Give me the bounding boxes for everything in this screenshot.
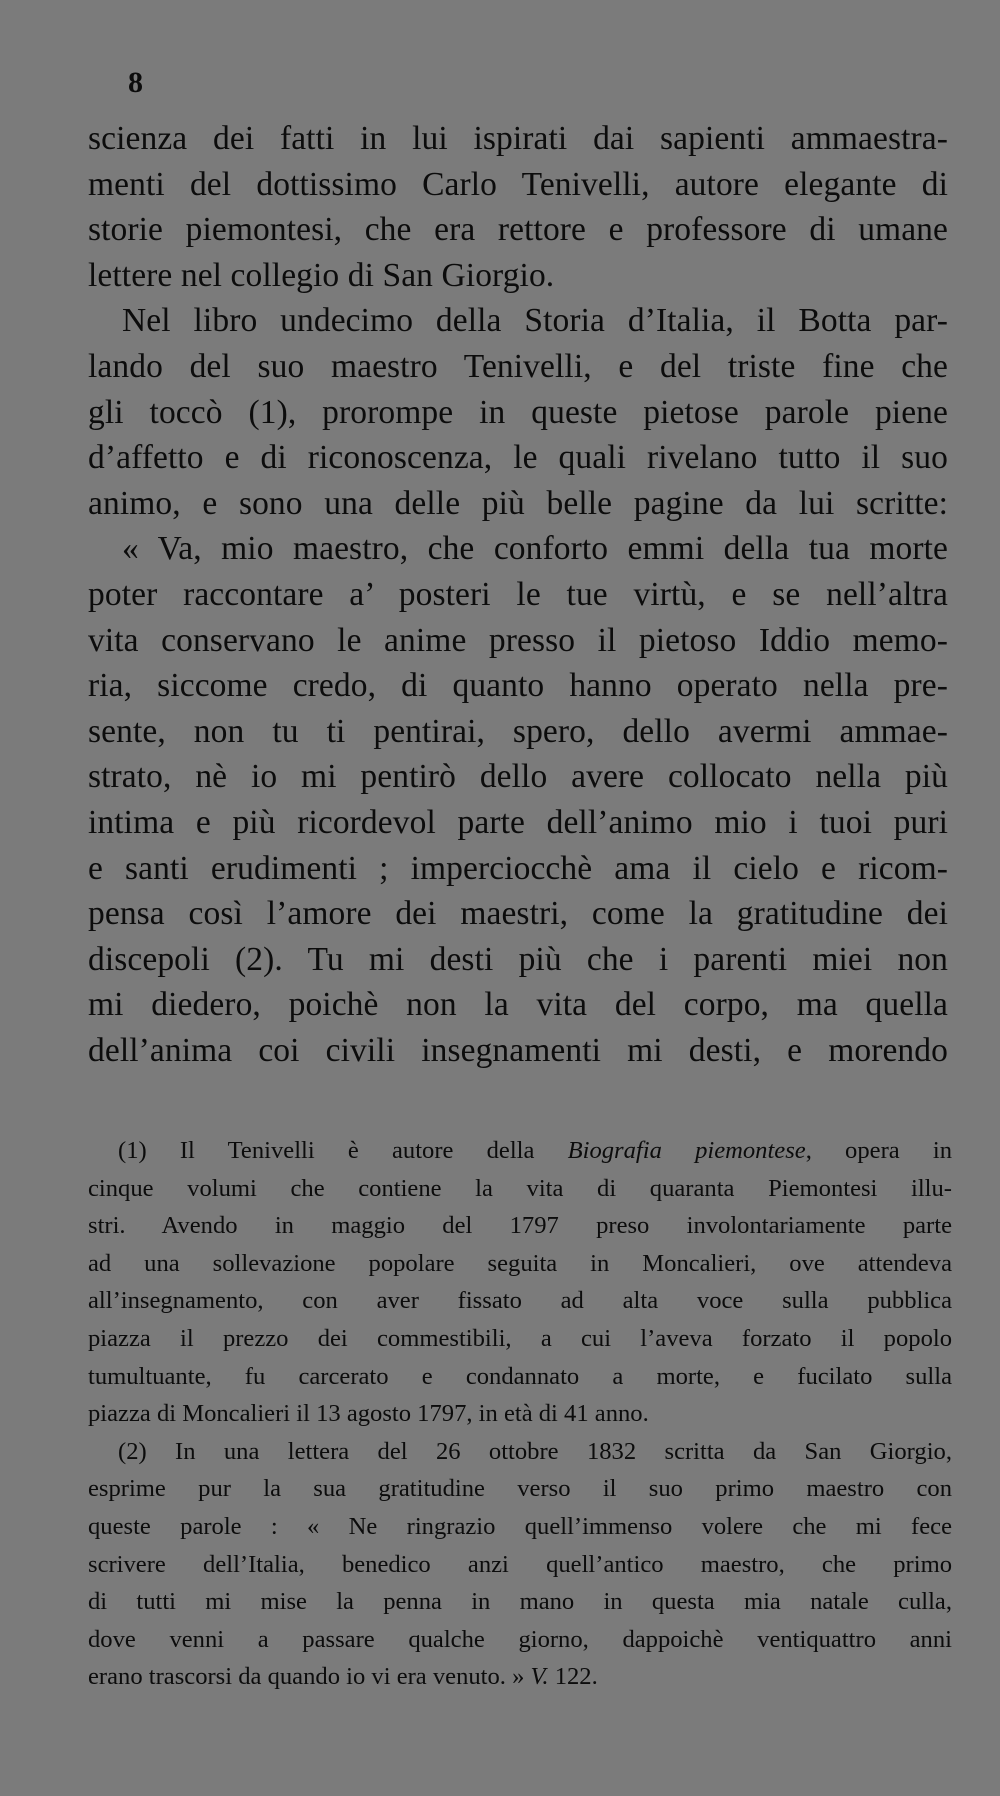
- text-line: gli toccò (1), prorompe in queste pietose parole piene: [88, 393, 948, 431]
- footnote-text: 122.: [548, 1663, 598, 1691]
- footnote-line: ad una sollevazione popolare seguita in Moncalieri, ove attendeva: [88, 1249, 952, 1277]
- footnote-line: cinque volumi che contiene la vita di quaranta Piemontesi illu-: [88, 1174, 952, 1202]
- text-line: d’affetto e di riconoscenza, le quali rivelano tutto il suo: [88, 439, 948, 477]
- footnote-line: all’insegnamento, con aver fissato ad alta voce sulla pubblica: [88, 1287, 952, 1315]
- footnotes: [88, 1132, 952, 1696]
- book-title: Biografia piemontese: [567, 1137, 806, 1164]
- text-line: vita conservano le anime presso il pietoso Iddio memo-: [88, 621, 948, 659]
- footnote-line: piazza di Moncalieri il 13 agosto 1797, in età di 41 anno.: [88, 1400, 649, 1428]
- footnote-line: dove venni a passare qualche giorno, dappoichè ventiquattro anni: [88, 1625, 952, 1653]
- page-number: 8: [128, 66, 143, 99]
- footnote-line: scrivere dell’Italia, benedico anzi quell’antico maestro, che primo: [88, 1550, 952, 1578]
- text-line: strato, nè io mi pentirò dello avere collocato nella più: [88, 758, 948, 796]
- footnote-text: erano trascorsi da quando io vi era venuto. »: [88, 1663, 531, 1691]
- footnote-2-last-line: [88, 1658, 952, 1696]
- footnote-1-first-line: [88, 1132, 952, 1170]
- text-line: sente, non tu ti pentirai, spero, dello avermi ammae-: [88, 712, 948, 750]
- text-line: « Va, mio maestro, che conforto emmi della tua morte: [122, 530, 948, 568]
- text-line: mi diedero, poichè non la vita del corpo, ma quella: [88, 986, 948, 1024]
- text-line: storie piemontesi, che era rettore e professore di umane: [88, 211, 948, 249]
- text-line: discepoli (2). Tu mi desti più che i parenti miei non: [88, 940, 948, 978]
- text-line: animo, e sono una delle più belle pagine da lui scritte:: [88, 484, 948, 522]
- text-line: menti del dottissimo Carlo Tenivelli, autore elegante di: [88, 165, 948, 203]
- footnote-text: (1) Il Tenivelli è autore della: [118, 1137, 568, 1164]
- text-line: pensa così l’amore dei maestri, come la gratitudine dei: [88, 895, 948, 933]
- text-line: lando del suo maestro Tenivelli, e del triste fine che: [88, 347, 948, 385]
- footnote-line: queste parole : « Ne ringrazio quell’immenso volere che mi fece: [88, 1512, 952, 1540]
- text-line: ria, siccome credo, di quanto hanno operato nella pre-: [88, 667, 948, 705]
- footnote-text: , opera in: [805, 1137, 952, 1164]
- text-line: intima e più ricordevol parte dell’animo mio i tuoi puri: [88, 803, 948, 841]
- text-line: lettere nel collegio di San Giorgio.: [88, 256, 555, 294]
- footnote-line: tumultuante, fu carcerato e condannato a morte, e fucilato sulla: [88, 1362, 952, 1390]
- footnote-line: esprime pur la sua gratitudine verso il suo primo maestro con: [88, 1475, 952, 1503]
- footnote-line: (2) In una lettera del 26 ottobre 1832 scritta da San Giorgio,: [118, 1437, 952, 1465]
- text-line: poter raccontare a’ posteri le tue virtù, e se nell’altra: [88, 575, 948, 613]
- text-line: dell’anima coi civili insegnamenti mi desti, e morendo: [88, 1031, 948, 1069]
- footnote-line: piazza il prezzo dei commestibili, a cui l’aveva forzato il popolo: [88, 1324, 952, 1352]
- footnote-line: di tutti mi mise la penna in mano in questa mia natale culla,: [88, 1588, 952, 1616]
- text-line: e santi erudimenti ; imperciocchè ama il cielo e ricom-: [88, 849, 948, 887]
- volume-abbreviation: V.: [530, 1663, 549, 1691]
- text-line: scienza dei fatti in lui ispirati dai sapienti ammaestra-: [88, 120, 948, 157]
- text-line: Nel libro undecimo della Storia d’Italia, il Botta par-: [122, 302, 948, 340]
- main-text: [88, 116, 948, 1073]
- footnote-line: stri. Avendo in maggio del 1797 preso involontariamente parte: [88, 1212, 952, 1240]
